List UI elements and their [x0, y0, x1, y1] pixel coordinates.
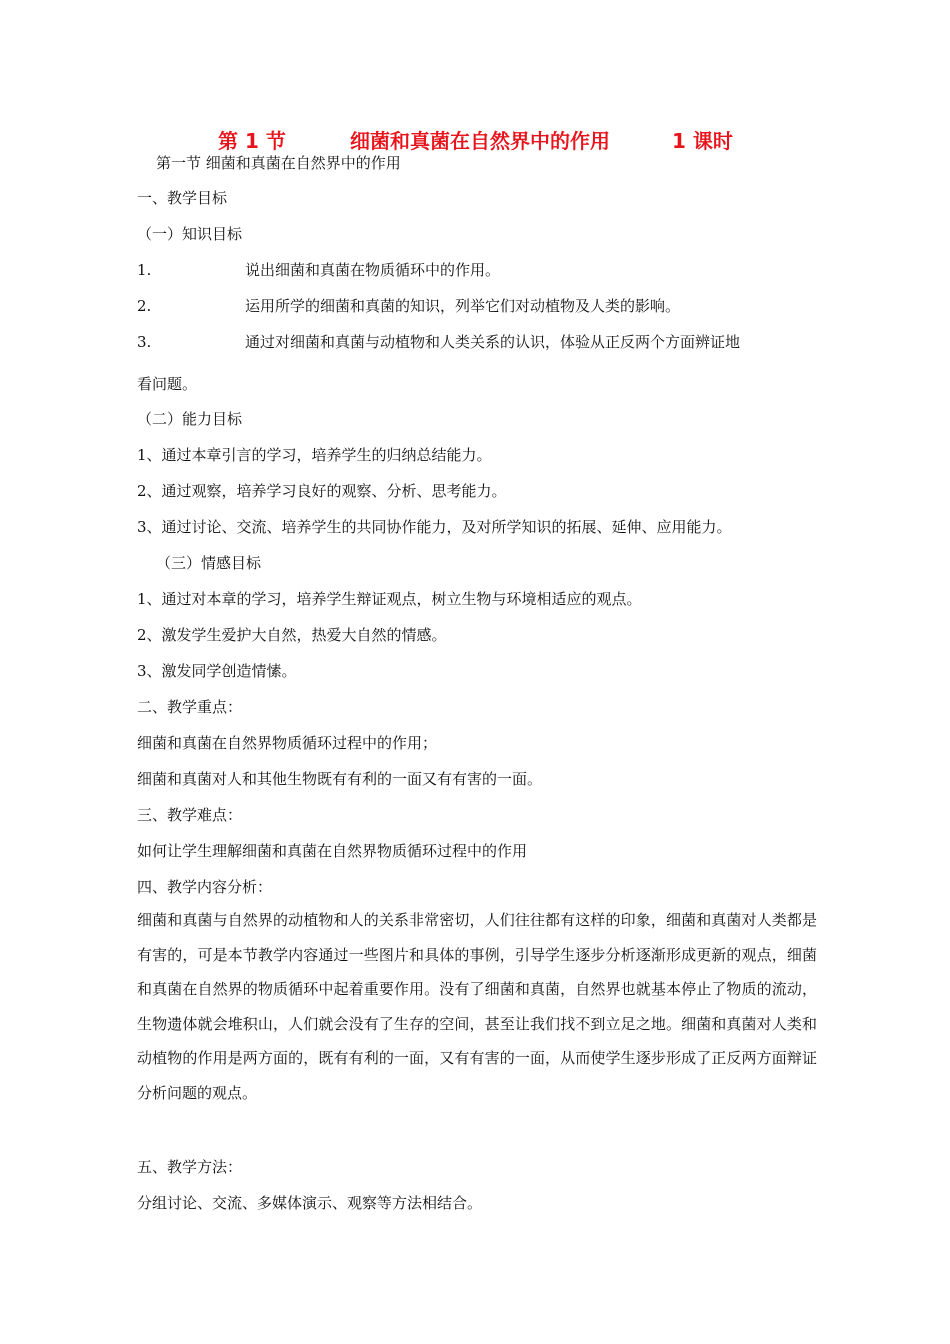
list-item: 运用所学的细菌和真菌的知识，列举它们对动植物及人类的影响。 — [245, 297, 681, 315]
difficulty-line: 如何让学生理解细菌和真菌在自然界物质循环过程中的作用 — [137, 842, 528, 860]
list-item: 3、激发同学创造情愫。 — [137, 662, 297, 680]
list-item-continuation: 看问题。 — [137, 375, 198, 393]
subheading-knowledge: （一）知识目标 — [137, 225, 243, 243]
section-heading-objectives: 一、教学目标 — [137, 189, 228, 207]
list-item: 2、通过观察，培养学习良好的观察、分析、思考能力。 — [137, 482, 507, 500]
subheading-ability: （二）能力目标 — [137, 410, 243, 428]
list-item: 3、通过讨论、交流、培养学生的共同协作能力，及对所学知识的拓展、延伸、应用能力。 — [137, 518, 732, 536]
list-number: 2. — [137, 297, 152, 315]
title-lesson-count: 1 课时 — [672, 129, 733, 153]
section-heading-difficulties: 三、教学难点： — [137, 806, 243, 824]
list-item: 说出细菌和真菌在物质循环中的作用。 — [245, 261, 501, 279]
title-topic: 细菌和真菌在自然界中的作用 — [350, 129, 610, 153]
section-heading-content-analysis: 四、教学内容分析： — [137, 878, 273, 896]
title-section-number: 第 1 节 — [218, 129, 286, 153]
list-item: 1、通过对本章的学习，培养学生辩证观点，树立生物与环境相适应的观点。 — [137, 590, 642, 608]
section-heading-key-points: 二、教学重点： — [137, 698, 243, 716]
key-point-line: 细菌和真菌在自然界物质循环过程中的作用； — [137, 734, 438, 752]
list-item: 2、激发学生爱护大自然，热爱大自然的情感。 — [137, 626, 447, 644]
subtitle: 第一节 细菌和真菌在自然界中的作用 — [156, 154, 401, 172]
methods-line: 分组讨论、交流、多媒体演示、观察等方法相结合。 — [137, 1194, 483, 1212]
list-item: 1、通过本章引言的学习，培养学生的归纳总结能力。 — [137, 446, 492, 464]
list-number: 3. — [137, 333, 152, 351]
section-heading-methods: 五、教学方法： — [137, 1158, 243, 1176]
list-number: 1. — [137, 261, 152, 279]
document-title — [0, 125, 950, 153]
key-point-line: 细菌和真菌对人和其他生物既有有利的一面又有有害的一面。 — [137, 770, 543, 788]
content-analysis-paragraph: 细菌和真菌与自然界的动植物和人的关系非常密切，人们往往都有这样的印象，细菌和真菌对人类都是有害的，可是本节教学内容通过一些图片和具体的事例，引导学生逐步分析逐渐形成更新的观点，细菌和真菌在自然界的物质循环中起着重要作用。没有了细菌和真菌，自然界也就基本停止了物质的流动，生物遗体就会堆积山，人们就会没有了生存的空间，甚至让我们找不到立足之地。细菌和真菌对人类和动植物的作用是两方面的，既有有利的一面，又有有害的一面，从而使学生逐步形成了正反两方面辩证分析问题的观点。 — [137, 911, 817, 1102]
subheading-emotion: （三）情感目标 — [156, 554, 262, 572]
list-item: 通过对细菌和真菌与动植物和人类关系的认识，体验从正反两个方面辨证地 — [245, 333, 741, 351]
